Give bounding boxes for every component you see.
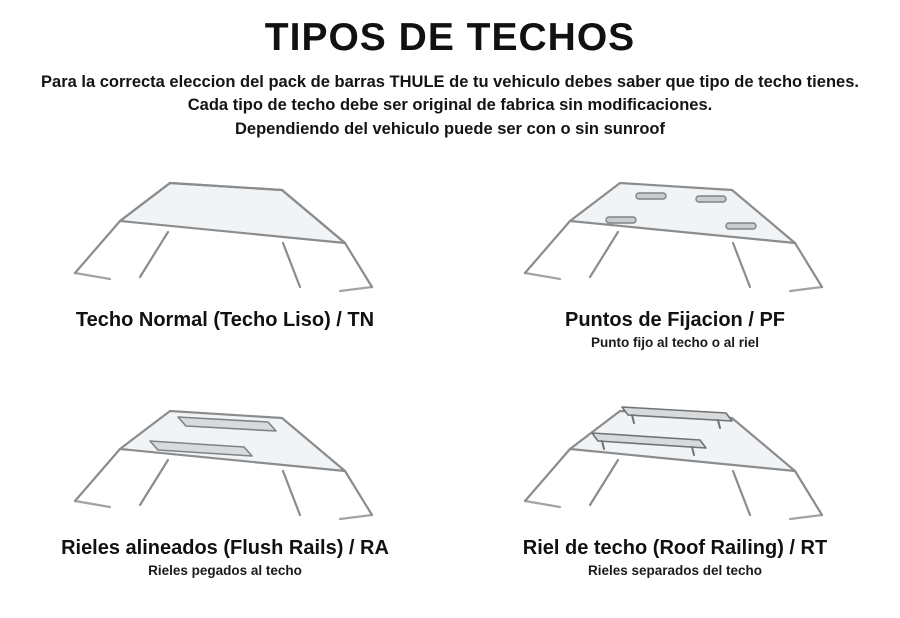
roof-type-caption: Techo Normal (Techo Liso) / TN — [75, 309, 375, 332]
car-roof-flush-rails-icon — [0, 383, 450, 531]
roof-type-card-puntos-de-fijacion — [450, 155, 900, 350]
roof-type-sub-caption: Rieles pegados al techo — [148, 563, 302, 579]
infographic-page — [0, 18, 900, 618]
intro-line-3: Dependiendo del vehiculo puede ser con o sin sunroof — [235, 119, 665, 138]
car-roof-raised-rails-icon — [450, 383, 900, 531]
roof-type-sub-caption — [0, 335, 450, 352]
car-roof-fixpoint-icon — [450, 155, 900, 303]
roof-type-card-rieles-alineados — [0, 383, 450, 578]
roof-type-caption: Puntos de Fijacion / PF — [564, 309, 786, 332]
intro-line-1: Para la correcta eleccion del pack de barras THULE de tu vehiculo debes saber que tipo de techo tienes. — [41, 72, 859, 91]
page-title: TIPOS DE TECHOS — [264, 16, 636, 59]
car-roof-plain-icon — [0, 155, 450, 303]
roof-type-sub-caption: Punto fijo al techo o al riel — [590, 335, 760, 351]
intro-text — [0, 71, 900, 141]
roof-type-card-techo-normal — [0, 155, 450, 352]
roof-type-caption: Rieles alineados (Flush Rails) / RA — [61, 537, 389, 560]
roof-type-card-riel-de-techo — [450, 383, 900, 578]
intro-line-2: Cada tipo de techo debe ser original de fabrica sin modificaciones. — [187, 96, 713, 115]
roof-type-sub-caption: Rieles separados del techo — [587, 563, 763, 579]
roof-type-caption: Riel de techo (Roof Railing) / RT — [522, 537, 828, 560]
